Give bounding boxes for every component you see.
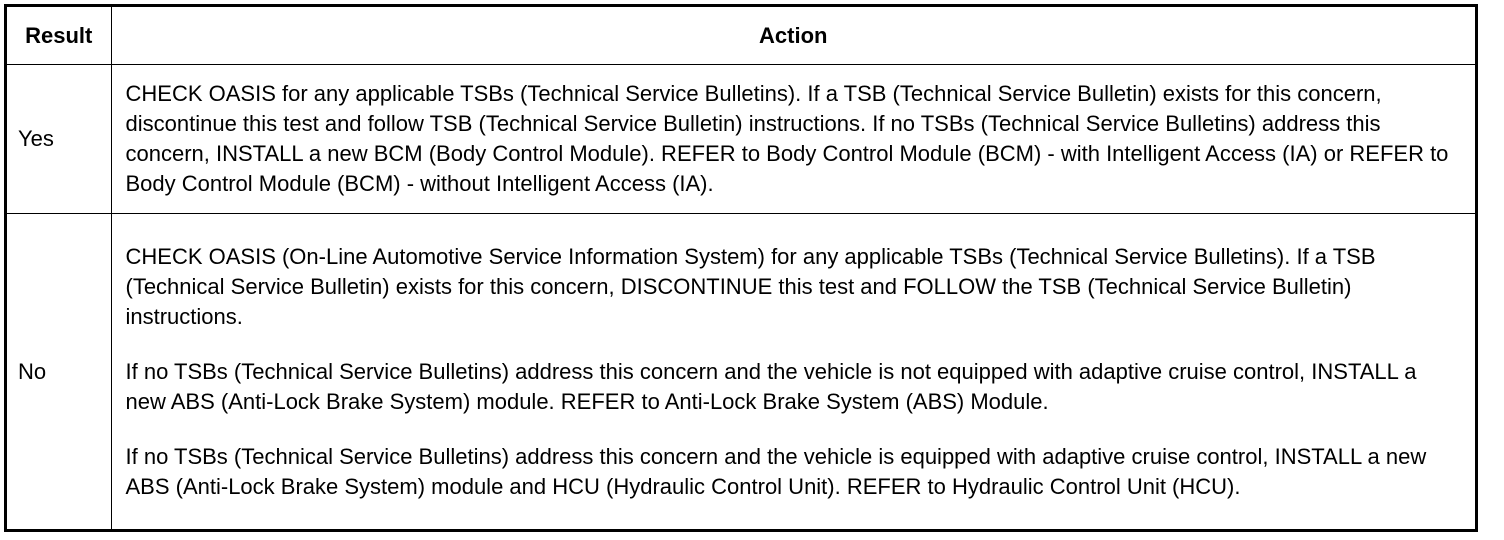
action-cell-no <box>111 214 1475 530</box>
result-action-table <box>4 4 1478 532</box>
action-paragraph: CHECK OASIS for any applicable TSBs (Technical Service Bulletins). If a TSB (Technical Service Bulletin) exists for this concern, discontinue this test and follow TSB (Technical Service Bulletin) instructions. If no TSBs (Technical Service Bulletins) address this concern, INSTALL a new BCM (Body Control Module). REFER to Body Control Module (BCM) - with Intelligent Access (IA) or REFER to Body Control Module (BCM) - without Intelligent Access (IA). <box>125 81 1449 196</box>
action-column-header: Action <box>111 7 1475 65</box>
result-cell-yes: Yes <box>7 65 111 214</box>
result-column-header: Result <box>7 7 111 65</box>
action-cell-yes <box>111 65 1475 214</box>
action-paragraph: If no TSBs (Technical Service Bulletins) address this concern and the vehicle is not equipped with adaptive cruise control, INSTALL a new ABS (Anti-Lock Brake System) module. REFER to Anti-Lock Brake System (ABS) Module. <box>125 358 1417 414</box>
action-paragraph: If no TSBs (Technical Service Bulletins) address this concern and the vehicle is equipped with adaptive cruise control, INSTALL a new ABS (Anti-Lock Brake System) module and HCU (Hydraulic Control Unit). REFER to Hydraulic Control Unit (HCU). <box>125 443 1427 499</box>
table-row-yes <box>7 65 1475 214</box>
result-cell-no: No <box>7 214 111 530</box>
table-header-row <box>7 7 1475 65</box>
action-paragraph: CHECK OASIS (On-Line Automotive Service Information System) for any applicable TSBs (Technical Service Bulletins). If a TSB (Technical Service Bulletin) exists for this concern, DISCONTINUE this test and FOLLOW the TSB (Technical Service Bulletin) instructions. <box>125 243 1376 329</box>
table-row-no <box>7 214 1475 530</box>
diagnostic-table <box>7 7 1475 529</box>
